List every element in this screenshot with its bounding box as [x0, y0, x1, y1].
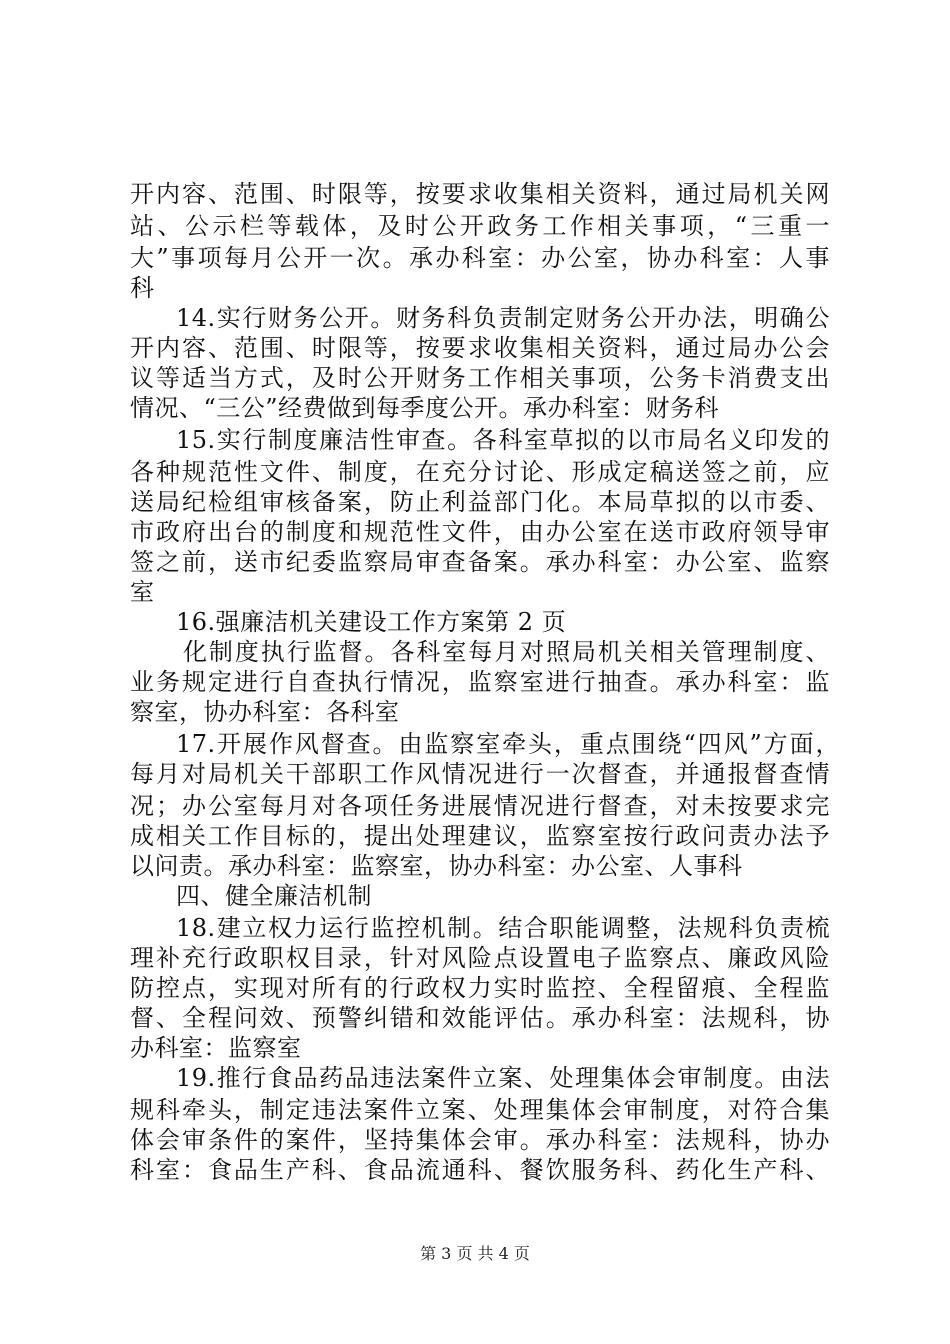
text-line: 察室，协办科室：各科室	[130, 698, 400, 726]
text-line: 大”事项每月公开一次。承办科室：办公室，协办科室：人事	[130, 244, 830, 272]
text-line: 每月对局机关干部职工作风情况进行一次督查，并通报督查情	[130, 760, 830, 788]
text-line: 督、全程问效、预警纠错和效能评估。承办科室：法规科，协	[130, 1004, 830, 1032]
text-line: 规科牵头，制定违法案件立案、处理集体会审制度，对符合集	[130, 1096, 830, 1124]
paragraph-start-line: 18.建立权力运行监控机制。结合职能调整，法规科负责梳	[176, 914, 830, 942]
paragraph-start-line: 17.开展作风督查。由监察室牵头，重点围绕“四风”方面，	[176, 730, 840, 758]
text-line: 成相关工作目标的，提出处理建议，监察室按行政问责办法予	[130, 822, 830, 850]
text-line: 站、公示栏等载体，及时公开政务工作相关事项，“三重一	[130, 212, 830, 240]
text-line: 情况、“三公”经费做到每季度公开。承办科室：财务科	[130, 394, 720, 422]
text-line: 科室：食品生产科、食品流通科、餐饮服务科、药化生产科、	[130, 1156, 830, 1184]
text-line: 开内容、范围、时限等，按要求收集相关资料，通过局办公会	[130, 334, 830, 362]
text-line: 议等适当方式，及时公开财务工作相关事项，公务卡消费支出	[130, 364, 830, 392]
text-line: 各种规范性文件、制度，在充分讨论、形成定稿送签之前，应	[130, 458, 830, 486]
text-line: 况；办公室每月对各项任务进展情况进行督查，对未按要求完	[130, 792, 830, 820]
text-line: 市政府出台的制度和规范性文件，由办公室在送市政府领导审	[130, 518, 830, 546]
text-line: 防控点，实现对所有的行政权力实时监控、全程留痕、全程监	[130, 974, 830, 1002]
text-line: 签之前，送市纪委监察局审查备案。承办科室：办公室、监察	[130, 548, 830, 576]
paragraph-start-line: 16.强廉洁机关建设工作方案第 2 页	[176, 608, 567, 636]
text-line: 办科室：监察室	[130, 1034, 302, 1062]
section-heading: 四、健全廉洁机制	[176, 882, 372, 910]
text-line: 体会审条件的案件，坚持集体会审。承办科室：法规科，协办	[130, 1126, 830, 1154]
text-line: 理补充行政职权目录，针对风险点设置电子监察点、廉政风险	[130, 944, 830, 972]
paragraph-start-line: 14.实行财务公开。财务科负责制定财务公开办法，明确公	[176, 304, 830, 332]
text-line: 业务规定进行自查执行情况，监察室进行抽查。承办科室：监	[130, 668, 830, 696]
text-line: 以问责。承办科室：监察室，协办科室：办公室、人事科	[130, 852, 743, 880]
text-line: 科	[130, 274, 155, 302]
paragraph-start-line: 19.推行食品药品违法案件立案、处理集体会审制度。由法	[176, 1064, 830, 1092]
text-line: 室	[130, 578, 155, 606]
text-line: 化制度执行监督。各科室每月对照局机关相关管理制度、	[183, 638, 830, 666]
paragraph-start-line: 15.实行制度廉洁性审查。各科室草拟的以市局名义印发的	[176, 426, 830, 454]
text-line: 开内容、范围、时限等，按要求收集相关资料，通过局机关网	[130, 180, 830, 208]
text-line: 送局纪检组审核备案，防止利益部门化。本局草拟的以市委、	[130, 488, 830, 516]
page-footer: 第 3 页 共 4 页	[420, 1244, 530, 1263]
